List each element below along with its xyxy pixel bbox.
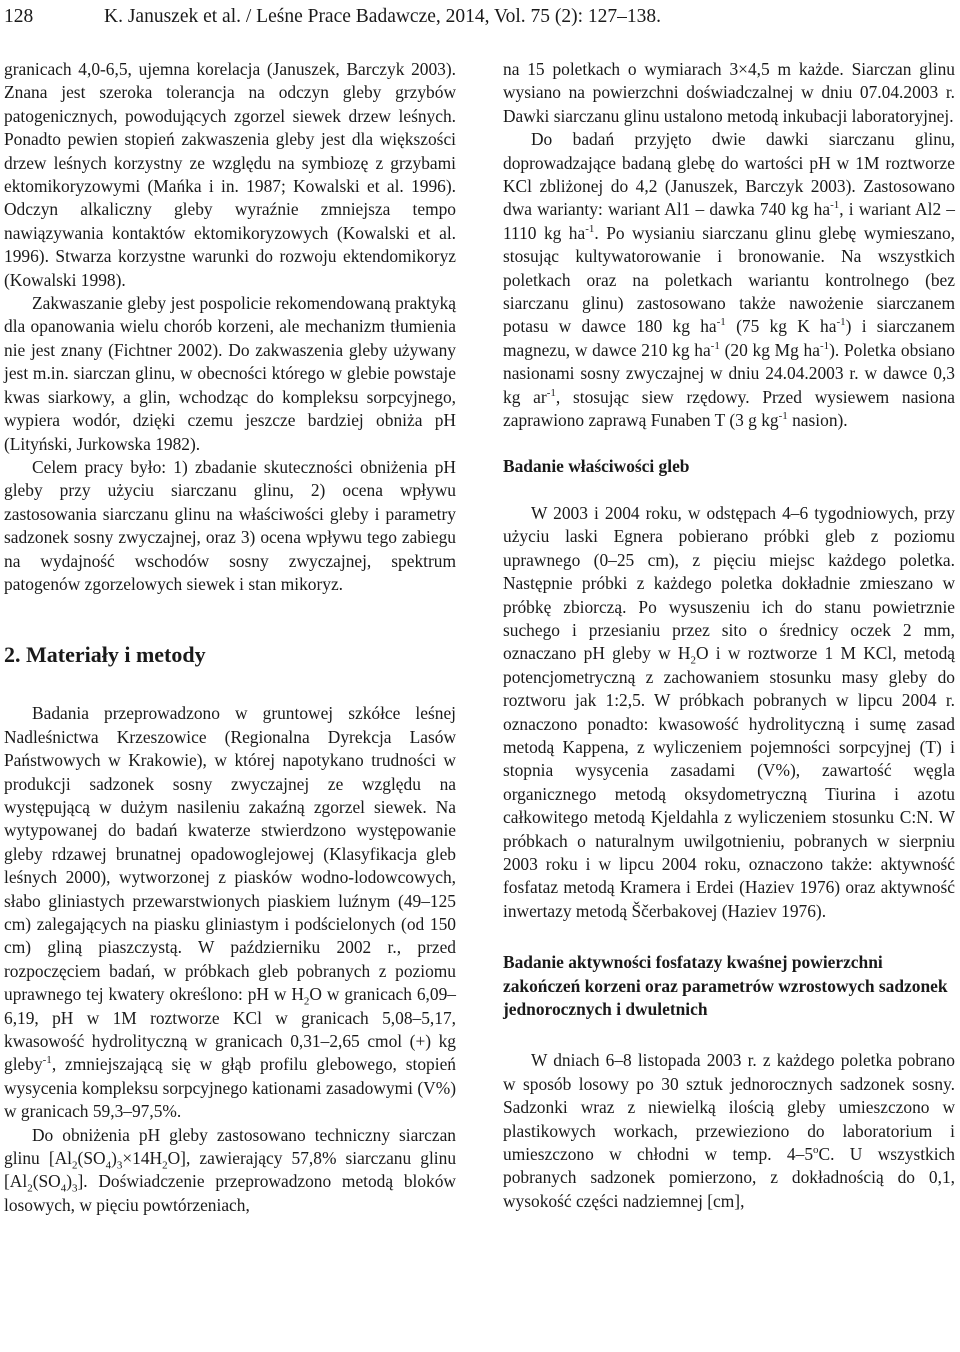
left-column <box>4 58 456 1217</box>
paragraph: Do obniżenia pH gleby zastosowano techniczny siarczan glinu $[Al_2(SO_4)_3\times 14H_2O]$, zawierający 57,8% siarczanu glinu $[Al_2(SO_4)_3]$. Doświadczenie przeprowadzono metodą bloków losowych, w pięciu powtórzeniach, <box>4 1124 457 1215</box>
running-header <box>0 2 960 32</box>
paragraph: na 15 poletkach o wymiarach 3×4,5 m każde. Siarczan glinu wysiano na powierzchni doświadczalnej w dniu 07.04.2003 r. Dawki siarczanu glinu ustalono metodą inkubacji laboratoryjnej. <box>503 59 955 126</box>
page-number: 128 <box>4 6 34 27</box>
paragraph: granicach 4,0-6,5, ujemna korelacja (Januszek, Barczyk 2003). Znana jest szeroka tolerancja na odczyn gleby grzybów patogenicznych, powodujących zgorzel siewek drzew leśnych. Ponadto pewien stopień zakwaszenia gleby jest dla większości drzew leśnych korzystny ze względu na symbiozę z grzybami ektomikoryzowymi (Mańka i in. 1987; Kowalski et al. 1996). Odczyn alkaliczny gleby wyraźnie zmniejsza tempo nawiązywania kontaktów ektomikoryzowych (Kowalski et al. 1996). Stwarza korzystne warunki do rozwoju ektendomikoryz (Kowalski 1998). <box>4 59 456 290</box>
paragraph: Celem pracy było: 1) zbadanie skuteczności obniżenia pH gleby przy użyciu siarczanu glinu, 2) ocena wpływu zastosowania siarczanu glinu na właściwości gleby i parametry sadzonek sosny zwyczajnej, oraz 3) ocena wpływu tego zabiegu na wydajność wschodów sosny zwyczajnej, spektrum patogenów zgorzelowych siewek i stan mikoryz. <box>4 456 456 594</box>
section-heading: 2. Materiały i metody <box>4 642 206 668</box>
paragraph: Badania przeprowadzono w gruntowej szkółce leśnej Nadleśnictwa Krzeszowice (Regionalna Dyrekcja Lasów Państwowych w Krakowie), w której napotykano trudności w produkcji sadzonek sosny zwyczajnej ze względu na występującą w dużym nasileniu zakaźną zgorzel siewek. Na wytypowanej do badań kwaterze stwierdzono występowanie gleby rdzawej brunatnej opadowoglejowej (Klasyfikacja gleb leśnych 2000), wytworzonej z piasków wodno-lodowcowych, słabo gliniastych przewarstwionych piaskiem luźnym (49–125 cm) zalegających na piasku gliniastym i podścielonych (od 150 cm) gliną piaszczystą. W październiku 2002 r., przed rozpoczęciem badań, w próbkach gleb pobranych z poziomu uprawnego tej kwatery określono: pH w $H_2O$ w granicach 6,09–6,19, pH w 1M roztworze KCl w granicach 5,08–5,17, kwasowość hydrolityczną w granicach 0,31–2,65 cmol (+) kg gleby$^{-1}$, zmniejszającą się w głąb profilu glebowego, stopień wysycenia kompleksu sorpcyjnego kationami zasadowymi (V%) w granicach 59,3–97,5%. <box>4 703 456 1122</box>
subsection-heading: Badanie aktywności fosfatazy kwaśnej powierzchni zakończeń korzeni oraz parametrów wzrostowych sadzonek jednorocznych i dwuletnich <box>503 952 948 1020</box>
paragraph: W dniach 6–8 listopada 2003 r. z każdego poletka pobrano w sposób losowy po 30 sztuk jednorocznych sadzonek sosny. Sadzonki wraz z niewielką ilością gleby umieszczono w plastikowych workach, przewieziono do laboratorium i umieszczono w chłodni w temp. 4–5$^o$C. U wszystkich pobranych sadzonek pomierzono, z dokładnością do 0,1, wysokość części nadziemnej [cm], <box>503 1050 955 1211</box>
paragraph: Zakwaszanie gleby jest pospolicie rekomendowaną praktyką dla opanowania wielu chorób korzeni, ale mechanizm tłumienia nie jest znany (Fichtner 2002). Do zakwaszenia gleby używany jest m.in. siarczan glinu, w obecności którego w glebie powstaje kwas siarkowy, a glin, wchodząc do kompleksu sorpcyjnego, wypiera wodór, dzięki czemu jeszcze bardziej obniża pH (Lityński, Jurkowska 1982). <box>4 293 456 454</box>
subsection-heading: Badanie właściwości gleb <box>503 455 690 476</box>
running-title: K. Januszek et al. / Leśne Prace Badawcze, 2014, Vol. 75 (2): 127–138. <box>104 6 662 27</box>
paragraph: W 2003 i 2004 roku, w odstępach 4–6 tygodniowych, przy użyciu laski Egnera pobierano próbki gleb z poziomu uprawnego (0–25 cm), z pięciu miejsc każdego poletka. Następnie próbki z każdego poletka dokładnie zmieszano w próbkę zbiorczą. Po wysuszeniu ich do stanu powietrznie suchego i przesianiu przez sito o średnicy oczek 2 mm, oznaczano pH gleby w $H_2O$ i w roztworze 1 M KCl, metodą potencjometryczną z zachowaniem stosunku masy gleby do roztworu jak 1:2,5. W próbkach pobranych w lipcu 2004 r. oznaczono ponadto: kwasowość hydrolityczną i sumę zasad metodą Kappena, z wyliczeniem pojemności sorpcyjnej (T) i stopnia wysycenia zasadami (V%), zawartość węgla organicznego metodą oksydometryczną Tiurina i azotu całkowitego metodą Kjeldahla z wyliczeniem stosunku C:N. W próbkach o naturalnym uwilgotnieniu, pobranych w sierpniu 2003 roku i w lipcu 2004 roku, oznaczono także: aktywność fosfataz metodą Kramera i Erdei (Haziev 1976) oraz aktywność inwertazy metodą Ščerbakovej (Haziev 1976). <box>503 502 955 921</box>
right-column <box>503 58 955 1213</box>
paragraph: Do badań przyjęto dwie dawki siarczanu glinu, doprowadzające badaną glebę do wartości pH w 1M roztworze KCl zbliżonej do 4,2 (Januszek, Barczyk 2003). Zastosowano dwa warianty: wariant Al1 – dawka 740 kg $ha^{-1}$, i wariant Al2 – 1110 kg $ha^{-1}$. Po wysianiu siarczanu glinu glebę wymieszano, stosując kultywatorowanie i bronowanie. Na wszystkich poletkach oraz na poletkach wariantu kontrolnego (bez siarczanu glinu) zastosowano także nawożenie siarczanem potasu w dawce 180 kg $ha^{-1}$ (75 kg K $ha^{-1}$) i siarczanem magnezu, w dawce 210 kg $ha^{-1}$ (20 kg Mg $ha^{-1}$). Poletka obsiano nasionami sosny zwyczajnej w dniu 24.04.2003 r. w dawce 0,3 kg $ar^{-1}$, stosując siew rzędowy. Przed wysiewem nasiona zaprawiono zaprawą Funaben T (3 g $kg^{-1}$ nasion). <box>503 129 955 431</box>
